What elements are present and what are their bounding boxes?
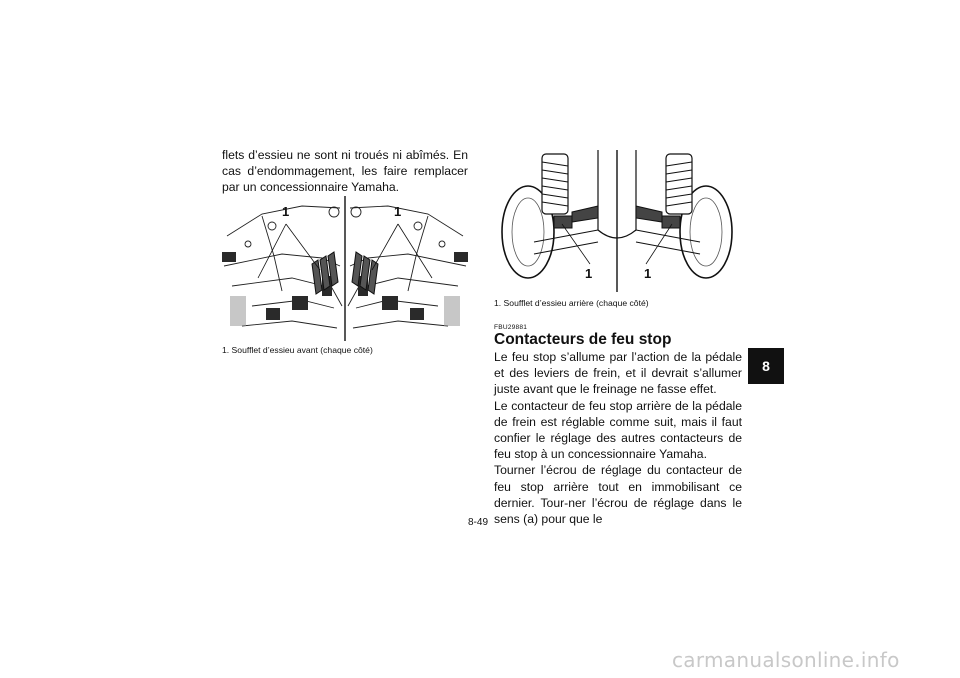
body-paragraph-3: Tourner l’écrou de réglage du contacteur de feu stop arrière tout en immobilisant ce dernier. Tour-ner l’écrou de réglage dans le sens (a) pour que le — [494, 463, 742, 527]
intro-text: flets d’essieu ne sont ni troués ni abîmés. En cas d’endommagement, les faire remplacer par un concessionnaire Yamaha. — [222, 148, 468, 195]
chapter-tab: 8 — [748, 348, 784, 384]
body-paragraph-2: Le contacteur de feu stop arrière de la pédale de frein est réglable comme suit, mais il faut confier le réglage des autres contacteurs de feu stop à un concessionnaire Yamaha. — [494, 398, 742, 462]
rear-axle-illustration — [494, 150, 740, 292]
front-axle-illustration — [222, 196, 468, 341]
rear-figure-caption: 1. Soufflet d’essieu arrière (chaque côté) — [494, 298, 649, 308]
front-figure-label-left: 1 — [282, 204, 290, 219]
front-axle-figure — [222, 196, 468, 341]
page-number: 8-49 — [468, 517, 489, 528]
section-code: FBU29881 — [494, 324, 528, 331]
intro-paragraph — [222, 147, 468, 196]
watermark: carmanualsonline.info — [672, 648, 900, 672]
section-heading: Contacteurs de feu stop — [494, 331, 672, 348]
body-paragraph-1: Le feu stop s’allume par l’action de la pédale et des leviers de frein, et il devrait s’allumer juste avant que le freinage ne fasse effet. — [494, 350, 742, 397]
rear-figure-label-right: 1 — [644, 266, 652, 281]
front-figure-label-right: 1 — [394, 204, 402, 219]
rear-axle-figure — [494, 150, 740, 292]
rear-figure-label-left: 1 — [585, 266, 593, 281]
front-figure-caption: 1. Soufflet d’essieu avant (chaque côté) — [222, 345, 373, 355]
section-body — [494, 349, 742, 527]
